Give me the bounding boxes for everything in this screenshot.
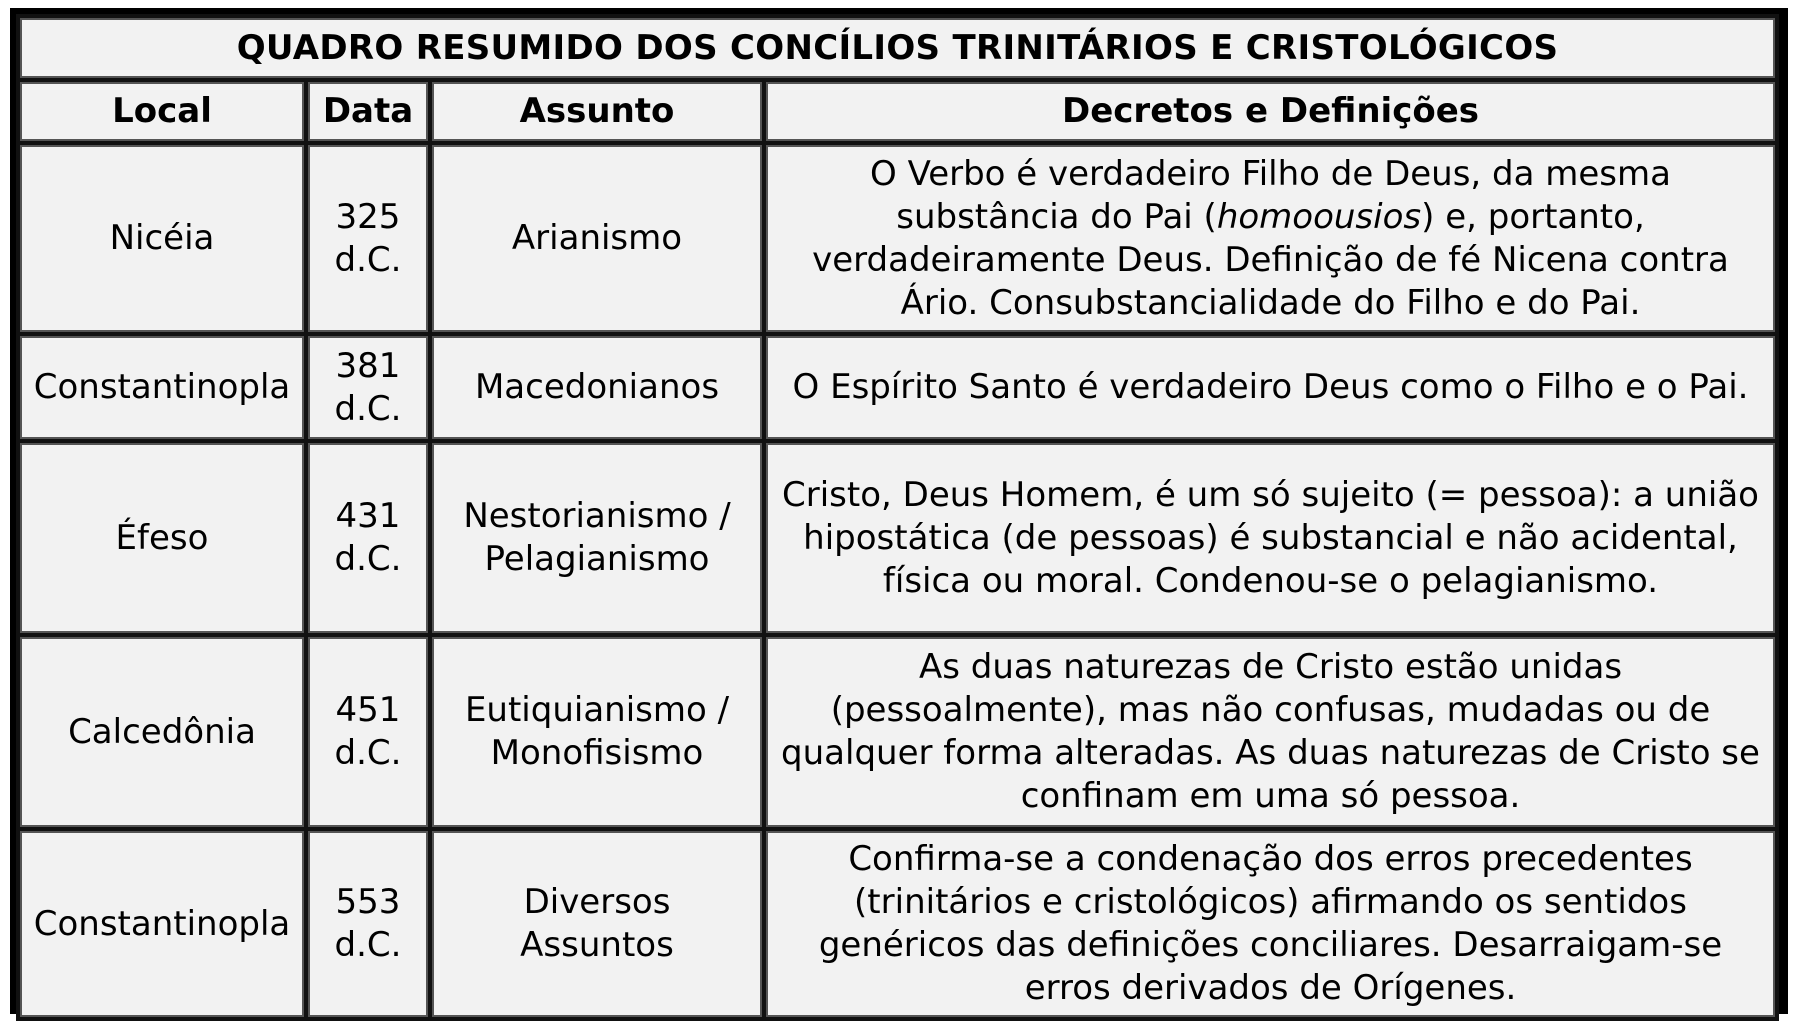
cell-assunto [432, 637, 762, 827]
cell-local: Calcedônia [20, 637, 304, 827]
cell-data [308, 336, 428, 439]
table-row [20, 831, 1775, 1017]
table-title-row [20, 18, 1775, 78]
assunto-line-1: Nestorianismo / [463, 496, 731, 536]
assunto-line-2: Monofisismo [490, 733, 704, 773]
cell-decree: O Espírito Santo é verdadeiro Deus como o Filho e o Pai. [766, 336, 1775, 439]
cell-decree: Confirma-se a condenação dos erros precedentes (trinitários e cristológicos) afirmando os sentidos genéricos das definições conciliares. Desarraigam-se erros derivados de Orígenes. [766, 831, 1775, 1017]
assunto-line-2: Assuntos [520, 925, 674, 965]
cell-era: d.C. [334, 239, 402, 280]
assunto-line-2: Pelagianismo [484, 539, 710, 579]
table-header-row [20, 82, 1775, 141]
cell-data [308, 145, 428, 332]
cell-decree [766, 145, 1775, 332]
table-row [20, 336, 1775, 439]
assunto-line-1: Eutiquianismo / [464, 690, 730, 730]
table-title: QUADRO RESUMIDO DOS CONCÍLIOS TRINITÁRIOS E CRISTOLÓGICOS [20, 18, 1775, 78]
cell-decree: As duas naturezas de Cristo estão unidas (pessoalmente), mas não confusas, mudadas ou de qualquer forma alteradas. As duas naturezas de Cristo se confinam em uma só pessoa. [766, 637, 1775, 827]
cell-era: d.C. [334, 539, 402, 579]
councils-summary-frame [10, 8, 1788, 1014]
decree-text-before: O Verbo é verdadeiro Filho de Deus, da mesma substância do Pai ( [870, 153, 1671, 237]
cell-local: Constantinopla [20, 336, 304, 439]
header-data: Data [308, 82, 428, 141]
cell-year: 325 [335, 196, 401, 237]
cell-era: d.C. [334, 733, 402, 773]
decree-text-after: ) e, portanto, verdadeiramente Deus. Definição de fé Nicena contra Ário. Consubstancialidade do Filho e do Pai. [812, 196, 1729, 323]
cell-data [308, 443, 428, 633]
table-row [20, 637, 1775, 827]
cell-data [308, 831, 428, 1017]
cell-year: 431 [335, 496, 401, 536]
cell-assunto [432, 831, 762, 1017]
table-row [20, 443, 1775, 633]
cell-year: 553 [335, 882, 401, 922]
cell-local: Constantinopla [20, 831, 304, 1017]
cell-year: 381 [335, 345, 401, 386]
assunto-line-1: Arianismo [511, 218, 683, 258]
cell-decree: Cristo, Deus Homem, é um só sujeito (= pessoa): a união hipostática (de pessoas) é substancial e não acidental, física ou moral. Condenou-se o pelagianismo. [766, 443, 1775, 633]
cell-assunto [432, 443, 762, 633]
cell-assunto [432, 145, 762, 332]
header-assunto: Assunto [432, 82, 762, 141]
assunto-line-1: Macedonianos [474, 367, 720, 407]
assunto-line-1: Diversos [523, 882, 671, 922]
cell-era: d.C. [334, 925, 402, 965]
councils-summary-table [16, 14, 1779, 1021]
header-decretos: Decretos e Definições [766, 82, 1775, 141]
cell-local: Éfeso [20, 443, 304, 633]
table-row [20, 145, 1775, 332]
cell-year: 451 [335, 690, 401, 730]
cell-era: d.C. [334, 388, 402, 429]
cell-assunto [432, 336, 762, 439]
decree-text-italic: homoousios [1216, 196, 1422, 237]
header-local: Local [20, 82, 304, 141]
cell-data [308, 637, 428, 827]
cell-local: Nicéia [20, 145, 304, 332]
